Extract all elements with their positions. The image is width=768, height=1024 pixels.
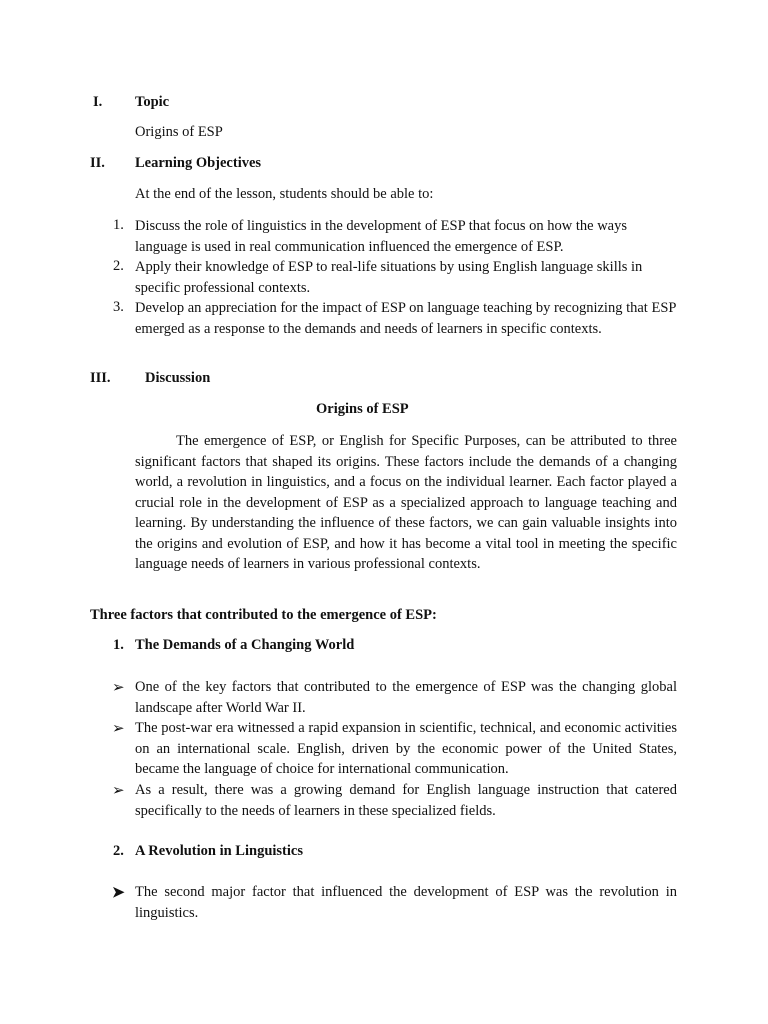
discussion-paragraph: The emergence of ESP, or English for Specific Purposes, can be attributed to three significant factors that shaped its origins. These factors include the demands of a changing world, a revolution in linguistics, and a focus on the individual learner. Each factor played a crucial role in the development of ESP as a specialized approach to language teaching and learning. By understanding the influence of these factors, we can gain valuable insights into the origins and evolution of ESP, and how it has become a vital tool in meeting the specific language needs of learners in various professional contexts.	[135, 433, 677, 572]
objective-item: Develop an appreciation for the impact of ESP on language teaching by recognizing that ESP emerged as a response to the demands and needs of learners in specific contexts.	[135, 300, 676, 337]
section-numeral: III.	[90, 370, 111, 386]
factors-heading: Three factors that contributed to the emergence of ESP:	[90, 607, 437, 623]
list-number: 1.	[113, 217, 124, 233]
bullet-arrow-icon: ➤	[112, 885, 125, 901]
factor-title: A Revolution in Linguistics	[135, 843, 303, 859]
bullet-arrow-icon: ➢	[112, 783, 125, 799]
list-number: 2.	[113, 258, 124, 274]
list-number: 3.	[113, 299, 124, 315]
bullet-item: As a result, there was a growing demand for English language instruction that catered specifically to the needs of learners in these specialized fields.	[135, 782, 677, 819]
section-heading: Learning Objectives	[135, 155, 262, 171]
factor-title: The Demands of a Changing World	[135, 637, 355, 653]
section-numeral: I.	[93, 94, 103, 110]
factor-number: 1.	[113, 637, 124, 653]
objective-item: Apply their knowledge of ESP to real-life situations by using English language skills in specific professional contexts.	[135, 259, 643, 296]
bullet-arrow-icon: ➢	[112, 680, 125, 696]
objective-item: Discuss the role of linguistics in the development of ESP that focus on how the ways language is used in real communication influenced the emergence of ESP.	[135, 218, 627, 255]
section-numeral: II.	[90, 155, 105, 171]
factor-number: 2.	[113, 843, 124, 859]
topic-text: Origins of ESP	[135, 124, 223, 140]
objectives-intro: At the end of the lesson, students should be able to:	[135, 186, 434, 202]
section-heading: Topic	[135, 94, 170, 110]
bullet-arrow-icon: ➢	[112, 721, 125, 737]
bullet-item: One of the key factors that contributed to the emergence of ESP was the changing global landscape after World War II.	[135, 679, 677, 716]
discussion-title: Origins of ESP	[316, 401, 409, 417]
bullet-item: The post-war era witnessed a rapid expansion in scientific, technical, and economic activities on an international scale. English, driven by the economic power of the United States, became the language of choice for international communication.	[135, 720, 677, 777]
section-heading: Discussion	[145, 370, 211, 386]
bullet-item: The second major factor that influenced the development of ESP was the revolution in linguistics.	[135, 884, 677, 921]
